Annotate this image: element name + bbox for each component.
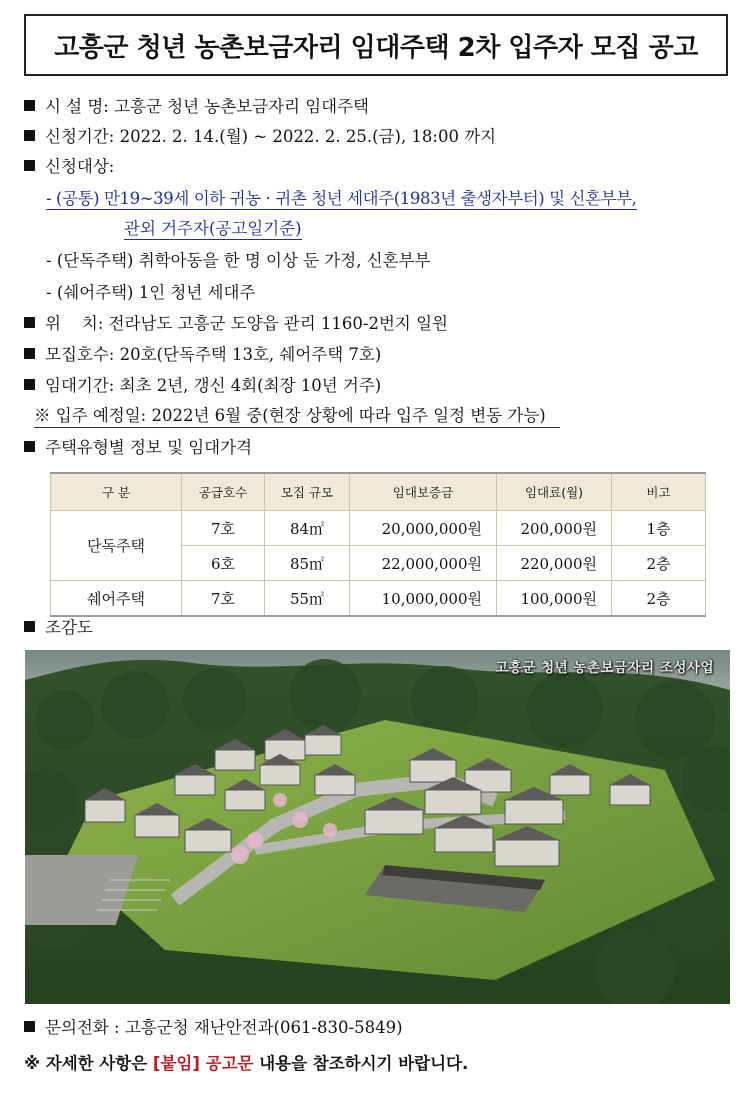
table-header-cell: 임대보증금 (350, 473, 497, 511)
bullet-square-icon (24, 1021, 35, 1032)
bullet-square-icon (24, 441, 35, 452)
page-title: 고흥군 청년 농촌보금자리 임대주택 2차 입주자 모집 공고 (54, 32, 698, 63)
table-header-row (51, 473, 706, 511)
target-common-line1: - (공통) 만19~39세 이하 귀농 · 귀촌 청년 세대주(1983년 출생자부터) 및 신혼부부, (46, 189, 637, 208)
bullet-square-icon (24, 160, 35, 171)
bullet-square-icon (24, 317, 35, 328)
location-value: 전라남도 고흥군 도양읍 관리 1160-2번지 일원 (108, 314, 448, 333)
units-label: 모집호수: (45, 345, 115, 364)
table-heading: 주택유형별 정보 및 임대가격 (45, 438, 253, 457)
period-line (24, 126, 496, 148)
table-header-cell: 모집 규모 (265, 473, 350, 511)
deposit-cell: 10,000,000원 (350, 581, 497, 617)
contact-label: 문의전화 : (45, 1018, 120, 1037)
deposit-cell: 20,000,000원 (350, 511, 497, 546)
deposit-cell: 22,000,000원 (350, 546, 497, 581)
bullet-square-icon (24, 379, 35, 390)
aerial-rendering (25, 650, 730, 1004)
bird-eye-heading-line (24, 617, 93, 639)
bullet-square-icon (24, 130, 35, 141)
supply-cell: 6호 (182, 546, 265, 581)
type-cell-share: 쉐어주택 (51, 581, 182, 617)
bird-eye-view-image (25, 650, 730, 1004)
facility-value: 고흥군 청년 농촌보금자리 임대주택 (114, 97, 369, 116)
note-cell: 2층 (612, 546, 706, 581)
contact-line (24, 1017, 403, 1039)
note-cell: 2층 (612, 581, 706, 617)
units-line (24, 344, 381, 366)
bullet-square-icon (24, 100, 35, 111)
units-value: 20호(단독주택 13호, 쉐어주택 7호) (119, 345, 382, 364)
facility-line (24, 96, 369, 118)
table-row (51, 511, 706, 546)
period-value: 2022. 2. 14.(월) ~ 2022. 2. 25.(금), 18:00 까지 (119, 127, 497, 146)
footer-prefix: ※ 자세한 사항은 (24, 1054, 153, 1073)
size-cell: 84㎡ (265, 511, 350, 546)
type-cell-single: 단독주택 (51, 511, 182, 581)
target-share-line: - (쉐어주택) 1인 청년 세대주 (46, 283, 256, 302)
table-header-cell: 임대료(월) (497, 473, 612, 511)
supply-cell: 7호 (182, 511, 265, 546)
note-cell: 1층 (612, 511, 706, 546)
footer-highlight: [붙임] 공고문 (152, 1054, 254, 1073)
contact-value: 고흥군청 재난안전과(061-830-5849) (124, 1018, 403, 1037)
table-header-cell: 공급호수 (182, 473, 265, 511)
target-label: 신청대상: (45, 157, 115, 176)
move-in-note: ※ 입주 예정일: 2022년 6월 중(현장 상황에 따라 입주 일정 변동 가능) (34, 405, 560, 428)
bird-eye-heading: 조감도 (45, 618, 93, 637)
size-cell: 85㎡ (265, 546, 350, 581)
table-heading-line (24, 437, 252, 459)
lease-line (24, 375, 381, 397)
footer-suffix: 내용을 참조하시기 바랍니다. (253, 1054, 469, 1073)
picture-caption: 고흥군 청년 농촌보금자리 조성사업 (495, 660, 714, 676)
price-table (50, 472, 706, 617)
table-header-cell: 구 분 (51, 473, 182, 511)
location-label: 위 치: (45, 314, 104, 333)
lease-value: 최초 2년, 갱신 4회(최장 10년 거주) (119, 376, 382, 395)
rent-cell: 100,000원 (497, 581, 612, 617)
table-row (51, 581, 706, 617)
rent-cell: 200,000원 (497, 511, 612, 546)
footer-note (24, 1050, 468, 1074)
lease-label: 임대기간: (45, 376, 115, 395)
target-line (24, 156, 114, 178)
title-box (24, 14, 728, 76)
bullet-square-icon (24, 348, 35, 359)
rent-cell: 220,000원 (497, 546, 612, 581)
table-header-cell: 비고 (612, 473, 706, 511)
size-cell: 55㎡ (265, 581, 350, 617)
bullet-square-icon (24, 621, 35, 632)
period-label: 신청기간: (45, 127, 115, 146)
facility-label: 시 설 명: (45, 97, 109, 116)
supply-cell: 7호 (182, 581, 265, 617)
target-single-line: - (단독주택) 취학아동을 한 명 이상 둔 가정, 신혼부부 (46, 251, 431, 270)
target-common-line2: 관외 거주자(공고일기준) (124, 219, 302, 238)
location-line (24, 313, 448, 335)
